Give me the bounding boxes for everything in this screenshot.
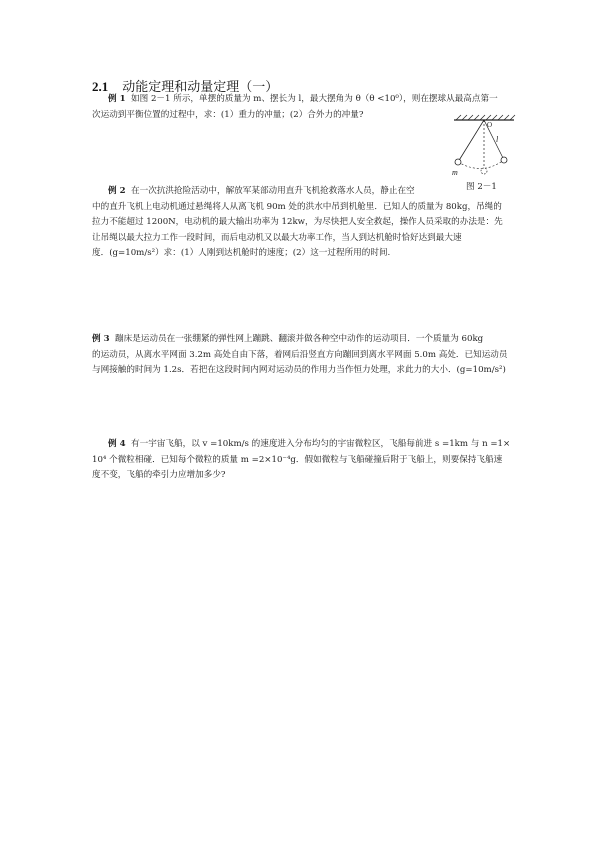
example-3-line-1: 例 3 蹦床是运动员在一张绷紧的弹性网上蹦跳、翻滚并做各种空中动作的运动项目．一个质量为 60kg [92, 334, 484, 344]
example-1 [92, 92, 512, 123]
example-2-line-5: 度．(g=10m/s²）求：(1）人刚到达机舱时的速度；(2）这一过程所用的时间. [92, 248, 391, 259]
example-4 [92, 437, 530, 484]
string-left [458, 120, 484, 162]
figure-caption: 图 2－1 [466, 182, 497, 192]
label-l: l [496, 135, 499, 144]
example-3 [92, 332, 530, 379]
example-4-line-3: 度不变，飞船的牵引力应增加多少? [92, 470, 226, 481]
section-title-text: 动能定理和动量定理（一） [122, 80, 279, 95]
swing-arc [458, 160, 504, 169]
example-2-line-1: 例 2 在一次抗洪抢险活动中，解放军某部动用直升飞机抢救落水人员，静止在空 [108, 186, 415, 196]
bob-bottom [481, 168, 487, 174]
bob-left [455, 159, 461, 165]
example-1-line-1: 例 1 如图 2－1 所示，单摆的质量为 m、摆长为 l，最大摆角为 θ（θ <10⁰），则在摆球从最高点第一 [108, 94, 498, 104]
label-O: O [487, 121, 493, 129]
example-4-line-1: 例 4 有一宇宙飞船，以 v =10km/s 的速度进入分布均匀的宇宙微粒区，飞船每前进 s =1km 与 n =1× [108, 439, 511, 449]
example-4-line-2: 10⁴ 个微粒相碰．已知每个微粒的质量 m =2×10⁻⁴g．假如微粒与飞船碰撞后附于飞船上，则要保持飞船速 [92, 454, 503, 465]
example-4-label: 例 4 [108, 439, 126, 449]
bob-right [501, 157, 507, 163]
example-2-label: 例 2 [108, 186, 126, 196]
example-3-line-2: 的运动员，从离水平网面 3.2m 高处自由下落，着网后沿竖直方向蹦回到离水平网面 5.0m 高处．已知运动员 [92, 349, 508, 360]
example-2-line-4: 让吊绳以最大拉力工作一段时间，而后电动机又以最大功率工作，当人到达机舱时恰好达到最大速 [92, 232, 462, 243]
example-3-label: 例 3 [92, 334, 110, 344]
example-3-line-3: 与网接触的时间为 1.2s．若把在这段时间内网对运动员的作用力当作恒力处理，求此力的大小．(g=10m/s²) [92, 365, 506, 376]
example-2-line-3: 拉力不能超过 1200N，电动机的最大输出功率为 12kw，为尽快把人安全救起，操作人员采取的办法是：先 [92, 217, 503, 228]
example-1-line-2: 次运动到平衡位置的过程中，求：(1）重力的冲量；(2）合外力的冲量? [92, 109, 364, 120]
example-1-label: 例 1 [108, 94, 126, 104]
example-2-line-2: 中的直升飞机上电动机通过悬绳将人从离飞机 90m 处的洪水中吊到机舱里．已知人的质量为 80kg，吊绳的 [92, 201, 502, 212]
section-number: 2.1 [92, 79, 109, 94]
label-m: m [452, 168, 458, 177]
example-2 [92, 184, 532, 262]
ceiling-hatch [456, 115, 515, 120]
